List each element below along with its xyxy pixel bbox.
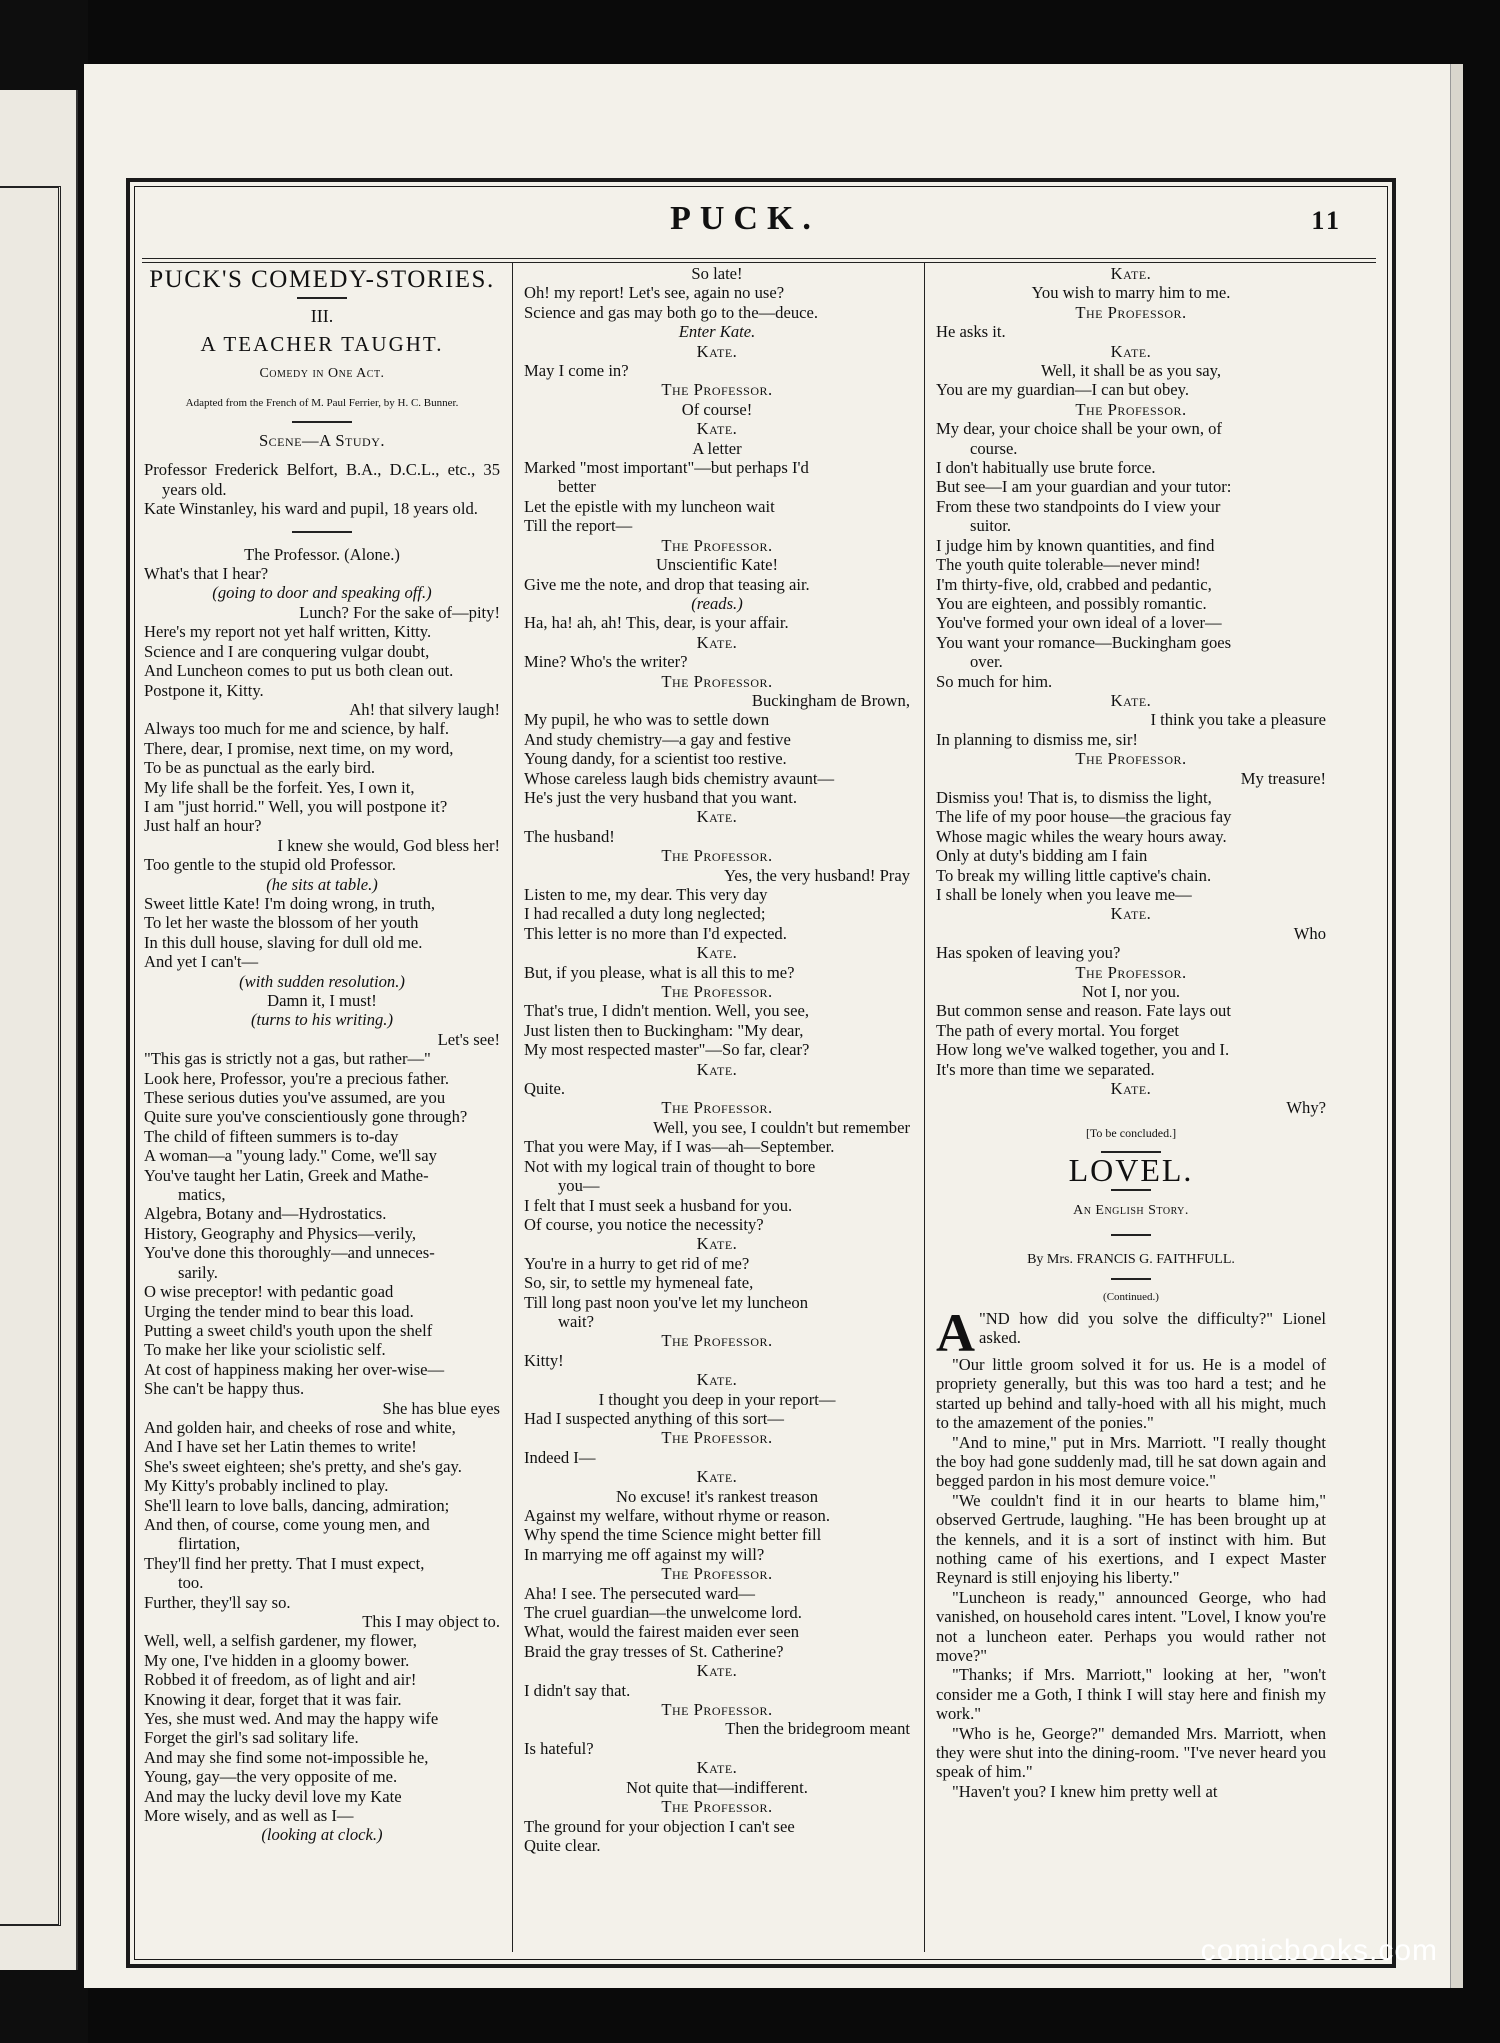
verse-line: Unscientific Kate!: [655, 555, 779, 575]
verse-line: Why?: [1286, 1098, 1326, 1118]
verse-line: I am "just horrid." Well, you will postpone it?: [144, 796, 448, 816]
verse-line: Whose magic whiles the weary hours away.: [936, 826, 1227, 846]
verse-line: you—: [558, 1176, 600, 1196]
verse-line: This letter is no more than I'd expected.: [524, 923, 787, 943]
verse-line: So much for him.: [936, 671, 1053, 691]
verse-line: In this dull house, slaving for dull old me.: [144, 932, 423, 952]
watermark: comicbooks.com: [1200, 1934, 1438, 1967]
verse-line: Listen to me, my dear. This very day: [524, 885, 768, 904]
verse-line: Ha, ha! ah, ah! This, dear, is your affair.: [524, 613, 789, 633]
story-paragraph: "We couldn't find it in our hearts to blame him," observed Gertrude, laughing. "He has been brought up at the kennels, and it is a sort of instinct with him. But nothing came of his exertions, and I expect Master Reynard is still enjoying his liberty.": [936, 1490, 1326, 1588]
header-rule: [142, 258, 1376, 263]
verse-line: Mine? Who's the writer?: [524, 652, 688, 672]
verse-line: Kate.: [696, 1370, 738, 1390]
verse-line: Let's see!: [437, 1029, 500, 1049]
verse-line: History, Geography and Physics—verily,: [144, 1223, 417, 1243]
verse-line: The Professor.: [661, 1428, 773, 1448]
verse-line: Only at duty's bidding am I fain: [936, 846, 1148, 866]
verse-line: My treasure!: [1240, 768, 1326, 788]
verse-line: My most respected master"—So far, clear?: [524, 1040, 810, 1060]
verse-line: You are eighteen, and possibly romantic.: [936, 593, 1207, 613]
verse-line: (turns to his writing.): [251, 1010, 393, 1030]
verse-line: I thought you deep in your report—: [598, 1389, 836, 1409]
lovel-title: LOVEL.: [1068, 1152, 1194, 1189]
verse-line: Always too much for me and science, by half.: [144, 719, 450, 739]
verse-line: flirtation,: [178, 1534, 241, 1554]
story-paragraph: "Our little groom solved it for us. He is a model of propriety generally, but this was too hard a test; and he started up behind and tally-hoed with all his might, much to the amazement of the ponies.": [936, 1354, 1326, 1433]
short-rule: [1111, 1234, 1151, 1236]
verse-line: And I have set her Latin themes to write!: [144, 1437, 417, 1457]
verse-line: Kate.: [1110, 341, 1152, 361]
dialogue-lines: [144, 545, 500, 1845]
verse-line: Quite clear.: [524, 1835, 601, 1855]
verse-line: But, if you please, what is all this to me?: [524, 962, 795, 982]
to-be-concluded: [To be concluded.]: [1085, 1125, 1177, 1140]
verse-line: And may she find some not-impossible he,: [144, 1747, 429, 1767]
verse-line: The Professor.: [1075, 962, 1187, 982]
verse-line: O wise preceptor! with pedantic goad: [144, 1282, 394, 1302]
verse-line: Just listen then to Buckingham: "My dear,: [524, 1020, 804, 1040]
verse-line: Kate.: [696, 1234, 738, 1254]
verse-line: More wisely, and as well as I—: [144, 1806, 354, 1826]
verse-line: course.: [970, 438, 1018, 458]
short-rule: [1111, 1189, 1151, 1191]
verse-line: Yes, she must wed. And may the happy wife: [144, 1709, 439, 1729]
verse-line: The Professor.: [1075, 749, 1187, 769]
verse-line: Not with my logical train of thought to bore: [524, 1156, 816, 1176]
column-two: [524, 264, 910, 1855]
verse-line: The husband!: [524, 826, 615, 846]
story-paragraph: "Haven't you? I knew him pretty well at: [952, 1781, 1218, 1801]
previous-page-edge: [0, 90, 78, 1970]
verse-line: Kitty!: [524, 1350, 564, 1370]
verse-line: Quite sure you've conscientiously gone through?: [144, 1107, 468, 1127]
verse-line: Kate.: [696, 632, 738, 652]
story-paragraph: "And to mine," put in Mrs. Marriott. "I really thought the boy had gone suddenly mad, till he sat down again and begged pardon in his most demure voice.": [936, 1432, 1326, 1491]
verse-line: No excuse! it's rankest treason: [615, 1486, 819, 1506]
verse-line: You wish to marry him to me.: [1031, 283, 1231, 303]
story-paragraph: "Luncheon is ready," announced George, who had vanished, on household cares intent. "Lovel, I know you're not a luncheon eater. Perhaps you would rather not move?": [936, 1587, 1326, 1665]
verse-line: I felt that I must seek a husband for you.: [524, 1195, 793, 1215]
short-rule: [292, 531, 352, 533]
verse-line: Indeed I—: [524, 1447, 596, 1467]
verse-line: You've taught her Latin, Greek and Mathe-: [144, 1165, 429, 1185]
verse-line: Science and gas may both go to the—deuce.: [524, 302, 818, 322]
verse-line: "This gas is strictly not a gas, but rather—": [144, 1049, 431, 1069]
cast-member: Kate Winstanley, his ward and pupil, 18 years old.: [144, 499, 478, 519]
verse-line: The youth quite tolerable—never mind!: [936, 555, 1201, 575]
column-divider: [924, 262, 925, 1952]
verse-line: The cruel guardian—the unwelcome lord.: [524, 1603, 802, 1623]
verse-line: over.: [970, 652, 1003, 672]
verse-line: In marrying me off against my will?: [524, 1544, 765, 1564]
verse-line: Sweet little Kate! I'm doing wrong, in truth,: [144, 893, 436, 913]
verse-line: The Professor.: [661, 1700, 773, 1720]
scene-heading: Scene—A Study.: [258, 431, 386, 451]
lovel-subtitle: An English Story.: [1073, 1202, 1189, 1218]
verse-line: Lunch? For the sake of—pity!: [299, 602, 500, 622]
verse-line: matics,: [178, 1185, 226, 1205]
story-title: A TEACHER TAUGHT.: [200, 331, 444, 356]
masthead-title: PUCK.: [670, 200, 820, 237]
verse-line: sarily.: [178, 1262, 218, 1282]
story-paragraph: "Thanks; if Mrs. Marriott," looking at her, "won't consider me a Goth, I think I will stay here and finish my work.": [936, 1665, 1326, 1724]
short-rule: [292, 421, 352, 423]
verse-line: Let the epistle with my luncheon wait: [524, 496, 775, 516]
verse-line: Postpone it, Kitty.: [144, 680, 264, 700]
verse-line: I judge him by known quantities, and find: [936, 535, 1215, 555]
verse-line: You want your romance—Buckingham goes: [936, 632, 1232, 652]
verse-line: My pupil, he who was to settle down: [524, 710, 770, 730]
verse-line: Putting a sweet child's youth upon the shelf: [144, 1320, 433, 1340]
verse-line: Young dandy, for a scientist too restive.: [524, 749, 787, 769]
verse-line: I shall be lonely when you leave me—: [936, 885, 1192, 904]
verse-line: Knowing it dear, forget that it was fair.: [144, 1689, 402, 1709]
verse-line: Kate.: [1110, 1079, 1152, 1099]
verse-line: And Luncheon comes to put us both clean out.: [144, 661, 454, 681]
dialogue-lines: [524, 264, 910, 1855]
verse-line: At cost of happiness making her over-wise—: [144, 1359, 445, 1379]
verse-line: Further, they'll say so.: [144, 1592, 291, 1612]
verse-line: Well, well, a selfish gardener, my flower,: [144, 1631, 417, 1651]
verse-line: Look here, Professor, you're a precious father.: [144, 1068, 450, 1088]
dialogue-lines: [936, 264, 1326, 1118]
verse-line: Has spoken of leaving you?: [936, 943, 1121, 963]
verse-line: So, sir, to settle my hymeneal fate,: [524, 1273, 754, 1293]
verse-line: The Professor.: [661, 380, 773, 400]
verse-line: I knew she would, God bless her!: [277, 835, 500, 855]
verse-line: Why spend the time Science might better fill: [524, 1525, 822, 1545]
verse-line: Is hateful?: [524, 1738, 594, 1758]
verse-line: Kate.: [696, 807, 738, 827]
verse-line: Oh! my report! Let's see, again no use?: [524, 283, 785, 303]
verse-line: (with sudden resolution.): [239, 971, 405, 991]
verse-line: Robbed it of freedom, as of light and air!: [144, 1670, 417, 1690]
verse-line: Of course!: [681, 399, 753, 419]
story-text: [936, 1355, 1326, 1801]
page-number: 11: [1311, 206, 1342, 235]
column-three: [936, 264, 1326, 1801]
verse-line: wait?: [558, 1311, 594, 1331]
verse-line: Of course, you notice the necessity?: [524, 1214, 764, 1234]
short-rule: [297, 297, 347, 299]
verse-line: He asks it.: [936, 322, 1006, 342]
verse-line: Kate.: [696, 1661, 738, 1681]
verse-line: Enter Kate.: [678, 322, 756, 342]
verse-line: too.: [178, 1573, 204, 1593]
verse-line: The Professor.: [661, 535, 773, 555]
verse-line: And then, of course, come young men, and: [144, 1514, 430, 1534]
verse-line: From these two standpoints do I view your: [936, 496, 1221, 516]
verse-line: Kate.: [696, 1467, 738, 1487]
verse-line: I didn't say that.: [524, 1680, 631, 1700]
part-number: III.: [310, 306, 334, 327]
verse-line: (looking at clock.): [261, 1825, 383, 1845]
verse-line: Braid the gray tresses of St. Catherine?: [524, 1641, 784, 1661]
story-credit: Adapted from the French of M. Paul Ferrier, by H. C. Bunner.: [185, 396, 459, 409]
verse-line: Yes, the very husband! Pray: [724, 865, 910, 885]
verse-line: To make her like your sciolistic self.: [144, 1340, 386, 1360]
verse-line: The Professor.: [1075, 399, 1187, 419]
verse-line: And yet I can't—: [144, 952, 259, 972]
verse-line: The Professor.: [661, 1331, 773, 1351]
verse-line: I'm thirty-five, old, crabbed and pedantic,: [936, 574, 1212, 594]
verse-line: Kate.: [696, 419, 738, 439]
verse-line: Give me the note, and drop that teasing air.: [524, 574, 810, 594]
verse-line: The ground for your objection I can't see: [524, 1816, 795, 1836]
verse-line: Too gentle to the stupid old Professor.: [144, 855, 396, 875]
verse-line: That's true, I didn't mention. Well, you see,: [524, 1001, 809, 1021]
verse-line: My life shall be the forfeit. Yes, I own it,: [144, 777, 415, 797]
verse-line: What's that I hear?: [144, 564, 269, 584]
verse-line: Whose careless laugh bids chemistry avaunt—: [524, 768, 835, 788]
verse-line: So late!: [691, 264, 743, 283]
verse-line: They'll find her pretty. That I must expect,: [144, 1553, 425, 1573]
verse-line: What, would the fairest maiden ever seen: [524, 1622, 800, 1642]
short-rule: [1111, 1278, 1151, 1280]
verse-line: Urging the tender mind to bear this load.: [144, 1301, 414, 1321]
verse-line: My one, I've hidden in a gloomy bower.: [144, 1650, 410, 1670]
cast-list: [144, 460, 500, 518]
verse-line: Aha! I see. The persecuted ward—: [524, 1583, 755, 1603]
verse-line: She has blue eyes: [382, 1398, 500, 1418]
verse-line: You're in a hurry to get rid of me?: [524, 1253, 750, 1273]
verse-line: (going to door and speaking off.): [212, 583, 432, 603]
verse-line: In planning to dismiss me, sir!: [936, 729, 1138, 749]
verse-line: You've done this thoroughly—and unneces-: [144, 1243, 435, 1263]
verse-line: The Professor.: [1075, 302, 1187, 322]
verse-line: These serious duties you've assumed, are you: [144, 1088, 446, 1108]
verse-line: Against my welfare, without rhyme or reason.: [524, 1506, 830, 1525]
verse-line: Science and I are conquering vulgar doubt,: [144, 641, 430, 661]
verse-line: Not quite that—indifferent.: [626, 1777, 808, 1797]
verse-line: Damn it, I must!: [267, 991, 377, 1010]
verse-line: The Professor.: [661, 982, 773, 1002]
verse-line: You've formed your own ideal of a lover—: [936, 613, 1222, 633]
verse-line: He's just the very husband that you want.: [524, 787, 798, 807]
verse-line: Quite.: [524, 1079, 566, 1099]
verse-line: Kate.: [696, 1059, 738, 1079]
verse-line: That you were May, if I was—ah—September.: [524, 1137, 835, 1157]
verse-line: Not I, nor you.: [1081, 982, 1181, 1002]
verse-line: And golden hair, and cheeks of rose and white,: [144, 1417, 456, 1437]
verse-line: Till the report—: [524, 516, 633, 536]
verse-line: How long we've walked together, you and I.: [936, 1040, 1230, 1060]
verse-line: It's more than time we separated.: [936, 1059, 1155, 1079]
column-one: [144, 266, 500, 1845]
cast-member: Professor Frederick Belfort, B.A., D.C.L., etc., 35 years old.: [144, 460, 500, 499]
verse-line: The child of fifteen summers is to-day: [144, 1126, 399, 1146]
verse-line: To let her waste the blossom of her youth: [144, 913, 419, 933]
verse-line: To be as punctual as the early bird.: [144, 758, 376, 778]
verse-line: Well, it shall be as you say,: [1040, 361, 1222, 381]
story-subtitle: Comedy in One Act.: [259, 366, 385, 382]
lovel-author: By Mrs. FRANCIS G. FAITHFULL.: [1027, 1252, 1235, 1268]
masthead: [114, 196, 1376, 246]
verse-line: The Professor. (Alone.): [244, 544, 400, 564]
verse-line: A woman—a "young lady." Come, we'll say: [144, 1146, 437, 1166]
verse-line: There, dear, I promise, next time, on my word,: [144, 738, 454, 758]
verse-line: suitor.: [970, 516, 1012, 536]
verse-line: May I come in?: [524, 361, 629, 381]
verse-line: The Professor.: [661, 1098, 773, 1118]
verse-line: Kate.: [696, 1758, 738, 1778]
verse-line: The Professor.: [661, 846, 773, 866]
verse-line: The Professor.: [661, 671, 773, 691]
story-paragraph: "Who is he, George?" demanded Mrs. Marriott, when they were shut into the dining-room. "I've never heard you speak of him.": [936, 1723, 1326, 1782]
verse-line: Kate.: [1110, 264, 1152, 283]
verse-line: Algebra, Botany and—Hydrostatics.: [144, 1204, 387, 1224]
verse-line: She's sweet eighteen; she's pretty, and she's gay.: [144, 1456, 462, 1476]
verse-line: Till long past noon you've let my luncheon: [524, 1292, 808, 1312]
verse-line: Kate.: [1110, 690, 1152, 710]
verse-line: She can't be happy thus.: [144, 1379, 305, 1399]
story-paragraph: "ND how did you solve the difficulty?" Lionel asked.: [979, 1308, 1326, 1348]
verse-line: Kate.: [1110, 904, 1152, 924]
page-edge: [1450, 64, 1463, 1988]
verse-line: I don't habitually use brute force.: [936, 458, 1156, 478]
verse-line: Just half an hour?: [144, 816, 262, 836]
verse-line: She'll learn to love balls, dancing, admiration;: [144, 1495, 450, 1515]
verse-line: The life of my poor house—the gracious fay: [936, 807, 1232, 827]
continued-note: (Continued.): [1103, 1290, 1159, 1303]
verse-line: Forget the girl's sad solitary life.: [144, 1728, 359, 1748]
verse-line: Young, gay—the very opposite of me.: [144, 1767, 398, 1787]
verse-line: This I may object to.: [362, 1612, 500, 1631]
verse-line: To break my willing little captive's chain.: [936, 865, 1212, 885]
column-divider: [512, 262, 513, 1952]
section-heading: PUCK'S COMEDY-STORIES.: [149, 266, 495, 293]
verse-line: Here's my report not yet half written, Kitty.: [144, 622, 432, 642]
verse-line: The path of every mortal. You forget: [936, 1020, 1180, 1040]
verse-line: I had recalled a duty long neglected;: [524, 904, 766, 924]
verse-line: And study chemistry—a gay and festive: [524, 729, 791, 749]
verse-line: But common sense and reason. Fate lays out: [936, 1001, 1231, 1021]
verse-line: Who: [1293, 923, 1326, 943]
verse-line: Dismiss you! That is, to dismiss the light,: [936, 787, 1212, 807]
verse-line: My dear, your choice shall be your own, of: [936, 419, 1222, 439]
verse-line: (he sits at table.): [266, 874, 378, 894]
verse-line: I think you take a pleasure: [1150, 710, 1326, 730]
verse-line: You are my guardian—I can but obey.: [936, 380, 1189, 400]
magazine-page: [84, 64, 1450, 1988]
verse-line: And may the lucky devil love my Kate: [144, 1786, 402, 1806]
verse-line: Ah! that silvery laugh!: [349, 699, 500, 719]
verse-line: Well, you see, I couldn't but remember: [653, 1117, 910, 1137]
verse-line: A letter: [692, 438, 742, 458]
verse-line: My Kitty's probably inclined to play.: [144, 1476, 389, 1496]
verse-line: Buckingham de Brown,: [751, 690, 910, 710]
verse-line: The Professor.: [661, 1564, 773, 1584]
verse-line: Marked "most important"—but perhaps I'd: [524, 458, 809, 478]
verse-line: Kate.: [696, 943, 738, 963]
verse-line: Had I suspected anything of this sort—: [524, 1408, 784, 1428]
verse-line: Kate.: [696, 341, 738, 361]
verse-line: But see—I am your guardian and your tutor:: [936, 477, 1232, 497]
verse-line: (reads.): [691, 593, 743, 613]
verse-line: The Professor.: [661, 1797, 773, 1817]
drop-cap: A: [936, 1302, 975, 1363]
verse-line: Then the bridegroom meant: [725, 1719, 910, 1739]
verse-line: better: [558, 477, 596, 497]
